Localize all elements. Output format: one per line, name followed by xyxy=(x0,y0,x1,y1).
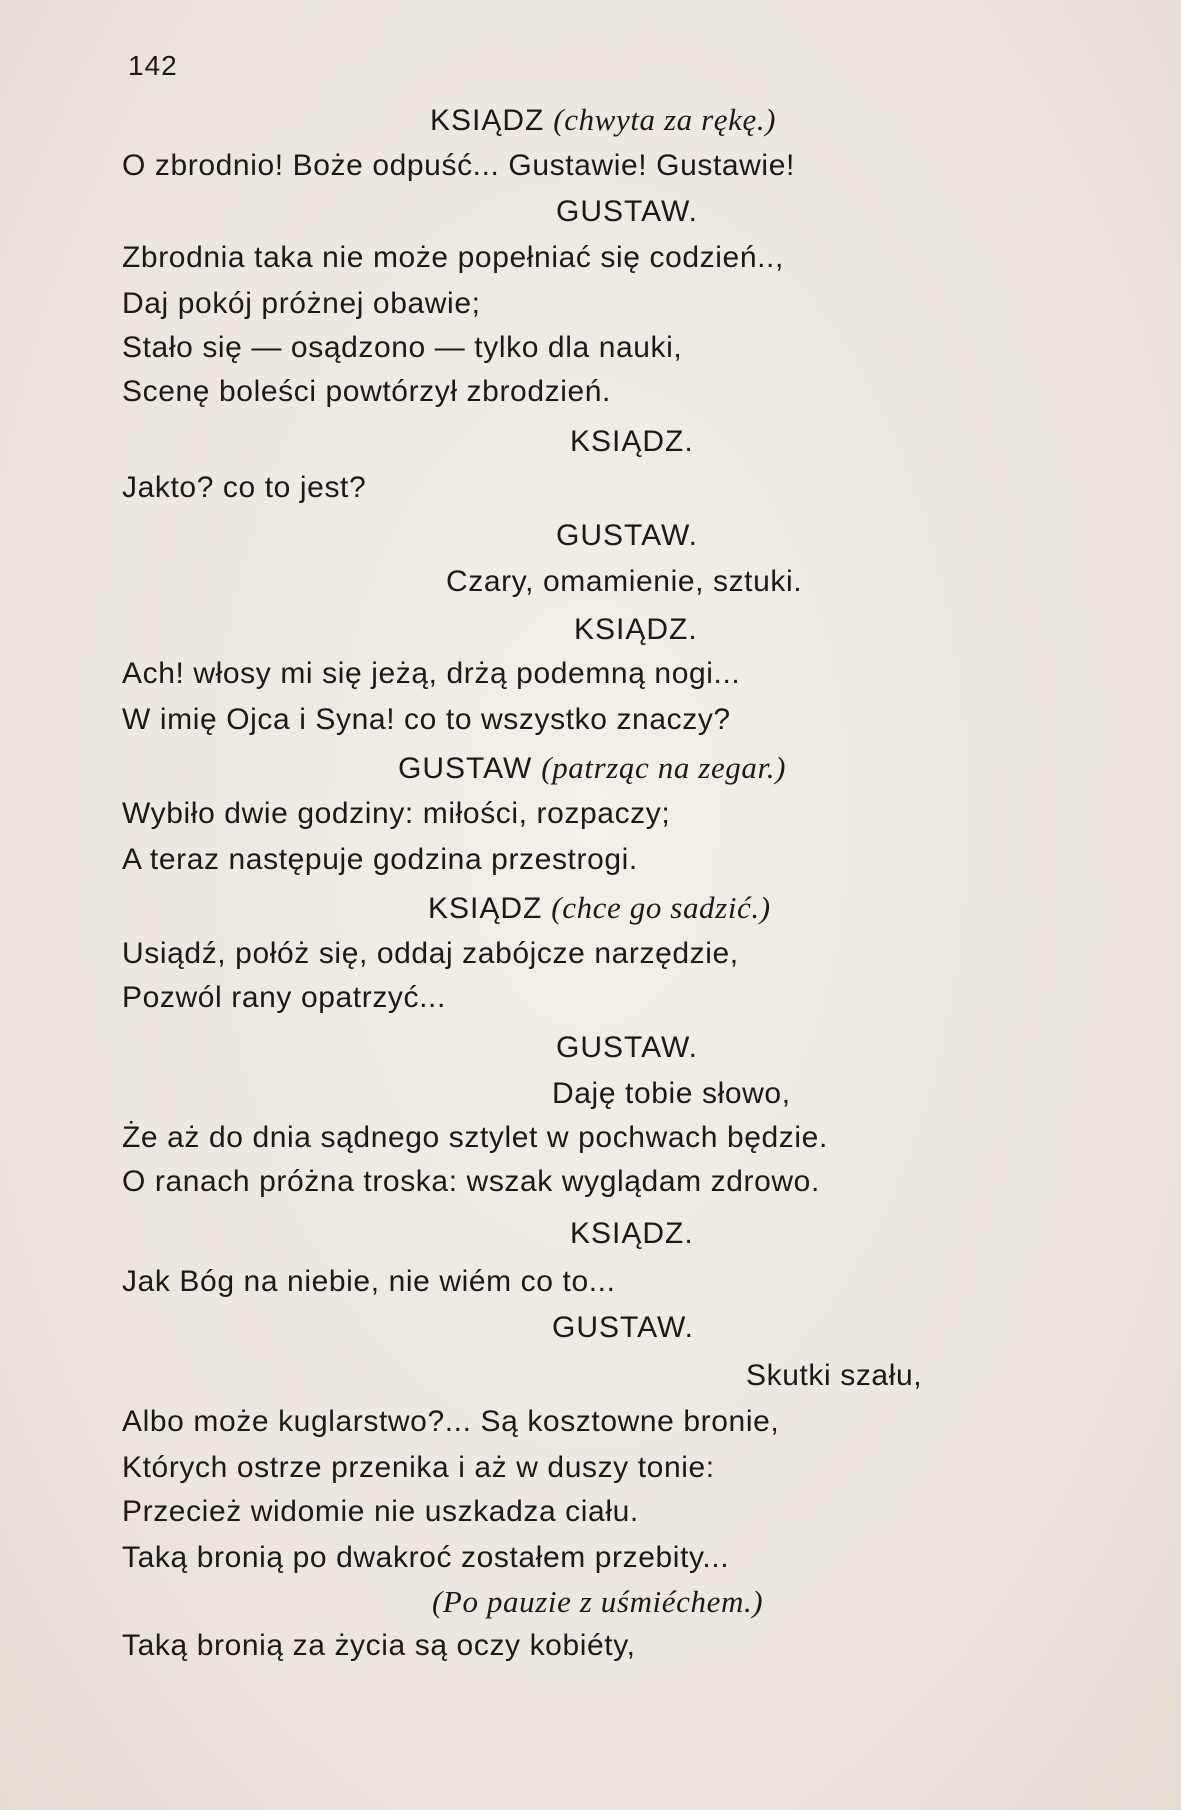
verse-line: Usiądź, połóż się, oddaj zabójcze narzędzie, xyxy=(122,937,739,970)
verse-line: Że aż do dnia sądnego sztylet w pochwach będzie. xyxy=(122,1121,828,1154)
verse-line: W imię Ojca i Syna! co to wszystko znaczy? xyxy=(122,703,731,736)
stage-direction: (Po pauzie z uśmiéchem.) xyxy=(432,1584,764,1619)
verse-line: Daj pokój próżnej obawie; xyxy=(122,287,481,320)
speaker-name: GUSTAW. xyxy=(556,195,698,228)
speaker-name: KSIĄDZ. xyxy=(574,613,698,646)
verse-line: Przecież widomie nie uszkadza ciału. xyxy=(122,1495,639,1528)
verse-line: Daję tobie słowo, xyxy=(552,1077,791,1110)
speaker-name: KSIĄDZ. xyxy=(570,425,694,458)
speaker-name: KSIĄDZ xyxy=(430,104,545,137)
stage-direction: (chce go sadzić.) xyxy=(551,890,771,925)
verse-line: O zbrodnio! Boże odpuść... Gustawie! Gustawie! xyxy=(122,149,795,182)
verse-line: Taką bronią po dwakroć zostałem przebity... xyxy=(122,1541,730,1574)
speaker-name: KSIĄDZ. xyxy=(570,1217,694,1250)
speaker-line xyxy=(398,750,786,787)
verse-line: Stało się — osądzono — tylko dla nauki, xyxy=(122,331,683,364)
verse-line: Czary, omamienie, sztuki. xyxy=(446,565,803,598)
speaker-name: GUSTAW. xyxy=(556,519,698,552)
speaker-name: GUSTAW xyxy=(398,752,533,785)
verse-line: O ranach próżna troska: wszak wyglądam zdrowo. xyxy=(122,1165,820,1198)
verse-line: Scenę boleści powtórzył zbrodzień. xyxy=(122,375,611,408)
verse-line: Wybiło dwie godziny: miłości, rozpaczy; xyxy=(122,797,671,830)
verse-line: A teraz następuje godzina przestrogi. xyxy=(122,843,638,876)
stage-direction: (chwyta za rękę.) xyxy=(553,102,777,137)
speaker-line xyxy=(430,102,776,139)
verse-line: Skutki szału, xyxy=(746,1359,923,1392)
verse-line: Pozwól rany opatrzyć... xyxy=(122,981,446,1014)
speaker-name: GUSTAW. xyxy=(556,1031,698,1064)
verse-line: Jak Bóg na niebie, nie wiém co to... xyxy=(122,1265,616,1298)
stage-direction: (patrząc na zegar.) xyxy=(541,750,787,785)
speaker-name: KSIĄDZ xyxy=(428,892,543,925)
verse-line: Ach! włosy mi się jeżą, drżą podemną nogi... xyxy=(122,657,741,690)
speaker-name: GUSTAW. xyxy=(552,1311,694,1344)
verse-line: Zbrodnia taka nie może popełniać się codzień.., xyxy=(122,241,784,274)
verse-line: Jakto? co to jest? xyxy=(122,471,367,504)
verse-line: Których ostrze przenika i aż w duszy tonie: xyxy=(122,1451,715,1484)
verse-line: Taką bronią za życia są oczy kobiéty, xyxy=(122,1629,636,1662)
verse-line: Albo może kuglarstwo?... Są kosztowne bronie, xyxy=(122,1405,780,1438)
page-number: 142 xyxy=(128,50,178,81)
speaker-line xyxy=(428,890,771,927)
